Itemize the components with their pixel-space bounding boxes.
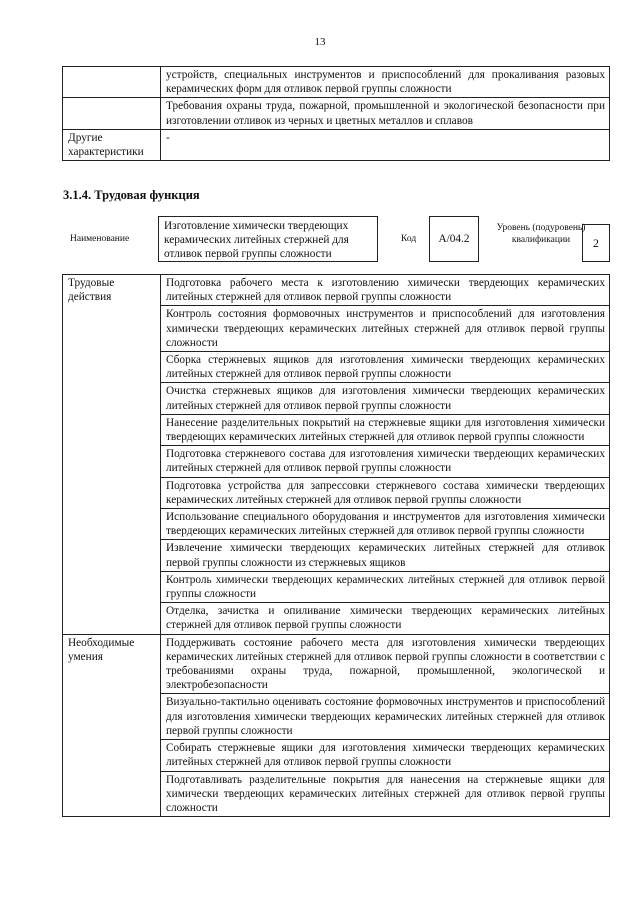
table-row bbox=[63, 67, 610, 98]
list-item: Подготавливать разделительные покрытия для нанесения на стержневые ящики для химически твердеющих керамических литейных стержней для отливок первой группы сложности bbox=[161, 771, 610, 817]
table-row bbox=[63, 634, 610, 694]
list-item: Использование специального оборудования и инструментов для изготовления химически твердеющих керамических литейных стержней для отливок первой группы сложности bbox=[161, 509, 610, 540]
function-name: Изготовление химически твердеющих керамических литейных стержней для отливок первой группы сложности bbox=[158, 216, 378, 262]
row-text: устройств, специальных инструментов и приспособлений для прокаливания разовых керамических форм для отливок первой группы сложности bbox=[161, 67, 610, 98]
row-label bbox=[63, 98, 161, 129]
list-item: Подготовка рабочего места к изготовлению химически твердеющих керамических литейных стержней для отливок первой группы сложности bbox=[161, 275, 610, 306]
list-item: Нанесение разделительных покрытий на стержневые ящики для изготовления химически твердеющих керамических литейных стержней для отливок первой группы сложности bbox=[161, 414, 610, 445]
row-label bbox=[63, 67, 161, 98]
row-text: - bbox=[161, 129, 610, 160]
table-row bbox=[63, 275, 610, 306]
section-heading: 3.1.4. Трудовая функция bbox=[63, 188, 200, 202]
row-text: Требования охраны труда, пожарной, промышленной и экологической безопасности при изготовлении отливок из черных и цветных металлов и сплавов bbox=[161, 98, 610, 129]
code-label: Код bbox=[401, 234, 417, 244]
level-value: 2 bbox=[582, 224, 610, 262]
list-item: Очистка стержневых ящиков для изготовления химически твердеющих керамических литейных стержней для отливок первой группы сложности bbox=[161, 383, 610, 414]
list-item: Сборка стержневых ящиков для изготовления химически твердеющих керамических литейных стержней для отливок первой группы сложности bbox=[161, 352, 610, 383]
function-header bbox=[62, 216, 610, 264]
list-item: Отделка, зачистка и опиливание химически твердеющих керамических литейных стержней для отливок первой группы сложности bbox=[161, 603, 610, 634]
main-table bbox=[62, 274, 610, 817]
top-table bbox=[62, 66, 610, 161]
labor-actions-label: Трудовые действия bbox=[63, 275, 161, 635]
list-item: Контроль состояния формовочных инструментов и приспособлений для изготовления химически твердеющих керамических литейных стержней для отливок первой группы сложности bbox=[161, 306, 610, 352]
level-label: Уровень (подуровень) квалификации bbox=[496, 223, 586, 245]
list-item: Извлечение химически твердеющих керамических литейных стержней для отливок первой группы сложности из стержневых ящиков bbox=[161, 540, 610, 571]
function-code: A/04.2 bbox=[429, 216, 479, 262]
list-item: Контроль химически твердеющих керамических литейных стержней для отливок первой группы сложности bbox=[161, 571, 610, 602]
page-number: 13 bbox=[314, 36, 326, 48]
table-row bbox=[63, 98, 610, 129]
list-item: Подготовка стержневого состава для изготовления химически твердеющих керамических литейных стержней для отливок первой группы сложности bbox=[161, 446, 610, 477]
list-item: Подготовка устройства для запрессовки стержневого состава химически твердеющих керамических литейных стержней для отливок первой группы сложности bbox=[161, 477, 610, 508]
table-row bbox=[63, 129, 610, 160]
list-item: Собирать стержневые ящики для изготовления химически твердеющих керамических литейных стержней для отливок первой группы сложности bbox=[161, 740, 610, 771]
list-item: Поддерживать состояние рабочего места для изготовления химически твердеющих керамических литейных стержней для отливок первой группы сложности в соответствии с требованиями охраны труда, пожарной, промышленной, экологической и электробезопасности bbox=[161, 634, 610, 694]
row-label: Другие характеристики bbox=[63, 129, 161, 160]
name-label: Наименование bbox=[70, 234, 130, 244]
skills-label: Необходимые умения bbox=[63, 634, 161, 816]
list-item: Визуально-тактильно оценивать состояние формовочных инструментов и приспособлений для изготовления химически твердеющих керамических литейных стержней для отливок первой группы сложности bbox=[161, 694, 610, 740]
